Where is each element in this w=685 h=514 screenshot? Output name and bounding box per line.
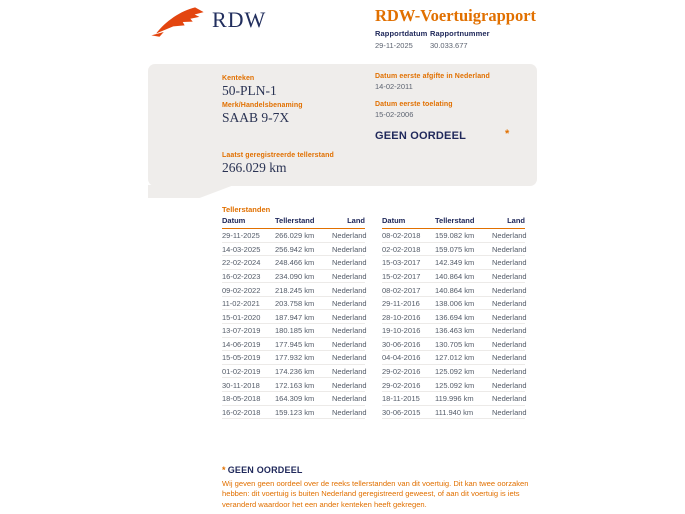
- cell-datum: 11-02-2021: [222, 296, 275, 310]
- cell-tellerstand: 180.185 km: [275, 324, 332, 338]
- table-row: [382, 283, 525, 297]
- cell-datum: 16-02-2018: [222, 405, 275, 419]
- cell-tellerstand: 177.945 km: [275, 337, 332, 351]
- cell-tellerstand: 256.942 km: [275, 242, 332, 256]
- report-meta: [375, 29, 490, 50]
- cell-datum: 13-07-2019: [222, 324, 275, 338]
- tellerstanden-tables: [222, 216, 525, 419]
- cell-datum: 15-01-2020: [222, 310, 275, 324]
- cell-tellerstand: 119.996 km: [435, 391, 492, 405]
- verdict-asterisk-icon: *: [505, 128, 510, 140]
- cell-land: Nederland: [492, 310, 525, 324]
- table-row: [222, 242, 365, 256]
- cell-datum: 18-11-2015: [382, 391, 435, 405]
- cell-datum: 29-11-2025: [222, 229, 275, 243]
- table-row: [222, 256, 365, 270]
- cell-land: Nederland: [332, 256, 365, 270]
- cell-datum: 29-02-2016: [382, 378, 435, 392]
- cell-land: Nederland: [332, 229, 365, 243]
- column-header-datum: Datum: [382, 216, 435, 229]
- table-row: [222, 283, 365, 297]
- rdw-wordmark: RDW: [212, 7, 267, 32]
- table-row: [222, 351, 365, 365]
- cell-land: Nederland: [332, 310, 365, 324]
- cell-tellerstand: 159.075 km: [435, 242, 492, 256]
- cell-tellerstand: 159.082 km: [435, 229, 492, 243]
- table-row: [382, 242, 525, 256]
- cell-tellerstand: 187.947 km: [275, 310, 332, 324]
- tellerstanden-table-left: [222, 216, 365, 419]
- cell-land: Nederland: [492, 391, 525, 405]
- cell-tellerstand: 127.012 km: [435, 351, 492, 365]
- cell-datum: 14-06-2019: [222, 337, 275, 351]
- cell-tellerstand: 125.092 km: [435, 378, 492, 392]
- cell-datum: 15-05-2019: [222, 351, 275, 365]
- table-row: [382, 324, 525, 338]
- cell-land: Nederland: [332, 242, 365, 256]
- table-row: [222, 229, 365, 243]
- table-row: [222, 391, 365, 405]
- table-row: [222, 337, 365, 351]
- table-row: [382, 337, 525, 351]
- cell-tellerstand: 136.694 km: [435, 310, 492, 324]
- cell-datum: 30-11-2018: [222, 378, 275, 392]
- cell-land: Nederland: [332, 364, 365, 378]
- cell-tellerstand: 174.236 km: [275, 364, 332, 378]
- cell-datum: 04-04-2016: [382, 351, 435, 365]
- cell-land: Nederland: [492, 405, 525, 419]
- cell-land: Nederland: [332, 351, 365, 365]
- cell-land: Nederland: [332, 324, 365, 338]
- footnote-asterisk-icon: *: [222, 465, 226, 475]
- cell-datum: 08-02-2017: [382, 283, 435, 297]
- cell-tellerstand: 159.123 km: [275, 405, 332, 419]
- table-header-row: [222, 216, 365, 229]
- cell-datum: 08-02-2018: [382, 229, 435, 243]
- cell-tellerstand: 177.932 km: [275, 351, 332, 365]
- cell-land: Nederland: [332, 337, 365, 351]
- table-row: [382, 229, 525, 243]
- cell-datum: 30-06-2015: [382, 405, 435, 419]
- table-row: [382, 405, 525, 419]
- table-row: [222, 269, 365, 283]
- cell-datum: 09-02-2022: [222, 283, 275, 297]
- table-row: [382, 269, 525, 283]
- cell-datum: 28-10-2016: [382, 310, 435, 324]
- cell-datum: 19-10-2016: [382, 324, 435, 338]
- cell-datum: 15-03-2017: [382, 256, 435, 270]
- cell-land: Nederland: [492, 351, 525, 365]
- cell-datum: 14-03-2025: [222, 242, 275, 256]
- cell-tellerstand: 172.163 km: [275, 378, 332, 392]
- cell-tellerstand: 125.092 km: [435, 364, 492, 378]
- card-tail-shape: [148, 185, 234, 198]
- table-header-row: [382, 216, 525, 229]
- report-number-block: [430, 29, 490, 50]
- cell-land: Nederland: [332, 296, 365, 310]
- cell-land: Nederland: [332, 378, 365, 392]
- cell-tellerstand: 140.864 km: [435, 269, 492, 283]
- cell-land: Nederland: [492, 337, 525, 351]
- laatste-tellerstand-label: Laatst geregistreerde tellerstand: [222, 152, 334, 159]
- table-row: [222, 310, 365, 324]
- verdict-text: GEEN OORDEEL: [375, 130, 467, 142]
- kenteken-value: 50-PLN-1: [222, 83, 277, 98]
- column-header-land: Land: [332, 216, 365, 229]
- cell-land: Nederland: [332, 283, 365, 297]
- table-row: [382, 296, 525, 310]
- report-number-value: 30.033.677: [430, 41, 468, 50]
- column-header-tellerstand: Tellerstand: [435, 216, 492, 229]
- column-header-tellerstand: Tellerstand: [275, 216, 332, 229]
- table-row: [222, 378, 365, 392]
- rdw-eagle-logo-icon: [149, 4, 207, 42]
- footnote-body: Wij geven geen oordeel over de reeks tellerstanden van dit voertuig. Dit kan twee oorzaken hebben: dit voertuig is buiten Nederland geregistreerd geweest, of aan dit voertuig is iets veranderd waardoor het een ander kenteken heeft gekregen.: [222, 479, 529, 509]
- cell-tellerstand: 266.029 km: [275, 229, 332, 243]
- merk-value: SAAB 9-7X: [222, 110, 290, 125]
- cell-datum: 02-02-2018: [382, 242, 435, 256]
- cell-land: Nederland: [332, 269, 365, 283]
- kenteken-label: Kenteken: [222, 75, 255, 82]
- cell-land: Nederland: [492, 324, 525, 338]
- cell-tellerstand: 140.864 km: [435, 283, 492, 297]
- cell-datum: 16-02-2023: [222, 269, 275, 283]
- eerste-afgifte-value: 14-02-2011: [375, 82, 413, 91]
- cell-datum: 15-02-2017: [382, 269, 435, 283]
- column-header-land: Land: [492, 216, 525, 229]
- tellerstanden-table-right: [382, 216, 525, 419]
- cell-land: Nederland: [492, 242, 525, 256]
- table-row: [222, 324, 365, 338]
- report-number-label: Rapportnummer: [430, 29, 490, 38]
- cell-land: Nederland: [332, 405, 365, 419]
- merk-label: Merk/Handelsbenaming: [222, 102, 303, 109]
- cell-tellerstand: 164.309 km: [275, 391, 332, 405]
- eerste-toelating-value: 15-02-2006: [375, 110, 414, 119]
- cell-tellerstand: 142.349 km: [435, 256, 492, 270]
- cell-tellerstand: 218.245 km: [275, 283, 332, 297]
- footnote-title: [222, 465, 534, 475]
- cell-tellerstand: 136.463 km: [435, 324, 492, 338]
- table-row: [382, 378, 525, 392]
- cell-datum: 22-02-2024: [222, 256, 275, 270]
- cell-tellerstand: 203.758 km: [275, 296, 332, 310]
- cell-land: Nederland: [492, 256, 525, 270]
- eerste-afgifte-label: Datum eerste afgifte in Nederland: [375, 73, 490, 80]
- vehicle-summary-card: [148, 64, 537, 186]
- table-row: [382, 310, 525, 324]
- cell-datum: 30-06-2016: [382, 337, 435, 351]
- table-row: [382, 256, 525, 270]
- table-row: [222, 364, 365, 378]
- report-date-label: Rapportdatum: [375, 29, 428, 38]
- table-row: [382, 364, 525, 378]
- cell-land: Nederland: [332, 391, 365, 405]
- tellerstanden-heading: Tellerstanden: [222, 205, 271, 214]
- cell-tellerstand: 111.940 km: [435, 405, 492, 419]
- footnote-title-text: GEEN OORDEEL: [227, 465, 303, 475]
- report-title: RDW-Voertuigrapport: [375, 6, 537, 25]
- table-row: [222, 405, 365, 419]
- laatste-tellerstand-value: 266.029 km: [222, 160, 287, 175]
- cell-tellerstand: 130.705 km: [435, 337, 492, 351]
- table-row: [382, 391, 525, 405]
- eerste-toelating-label: Datum eerste toelating: [375, 101, 453, 108]
- cell-land: Nederland: [492, 364, 525, 378]
- cell-tellerstand: 234.090 km: [275, 269, 332, 283]
- column-header-datum: Datum: [222, 216, 275, 229]
- cell-tellerstand: 248.466 km: [275, 256, 332, 270]
- cell-land: Nederland: [492, 296, 525, 310]
- cell-datum: 29-02-2016: [382, 364, 435, 378]
- cell-land: Nederland: [492, 229, 525, 243]
- table-row: [382, 351, 525, 365]
- table-row: [222, 296, 365, 310]
- report-date-block: [375, 29, 428, 50]
- cell-tellerstand: 138.006 km: [435, 296, 492, 310]
- cell-land: Nederland: [492, 283, 525, 297]
- cell-land: Nederland: [492, 378, 525, 392]
- cell-datum: 18-05-2018: [222, 391, 275, 405]
- report-date-value: 29-11-2025: [375, 41, 413, 50]
- cell-land: Nederland: [492, 269, 525, 283]
- cell-datum: 01-02-2019: [222, 364, 275, 378]
- cell-datum: 29-11-2016: [382, 296, 435, 310]
- footnote: [222, 465, 534, 510]
